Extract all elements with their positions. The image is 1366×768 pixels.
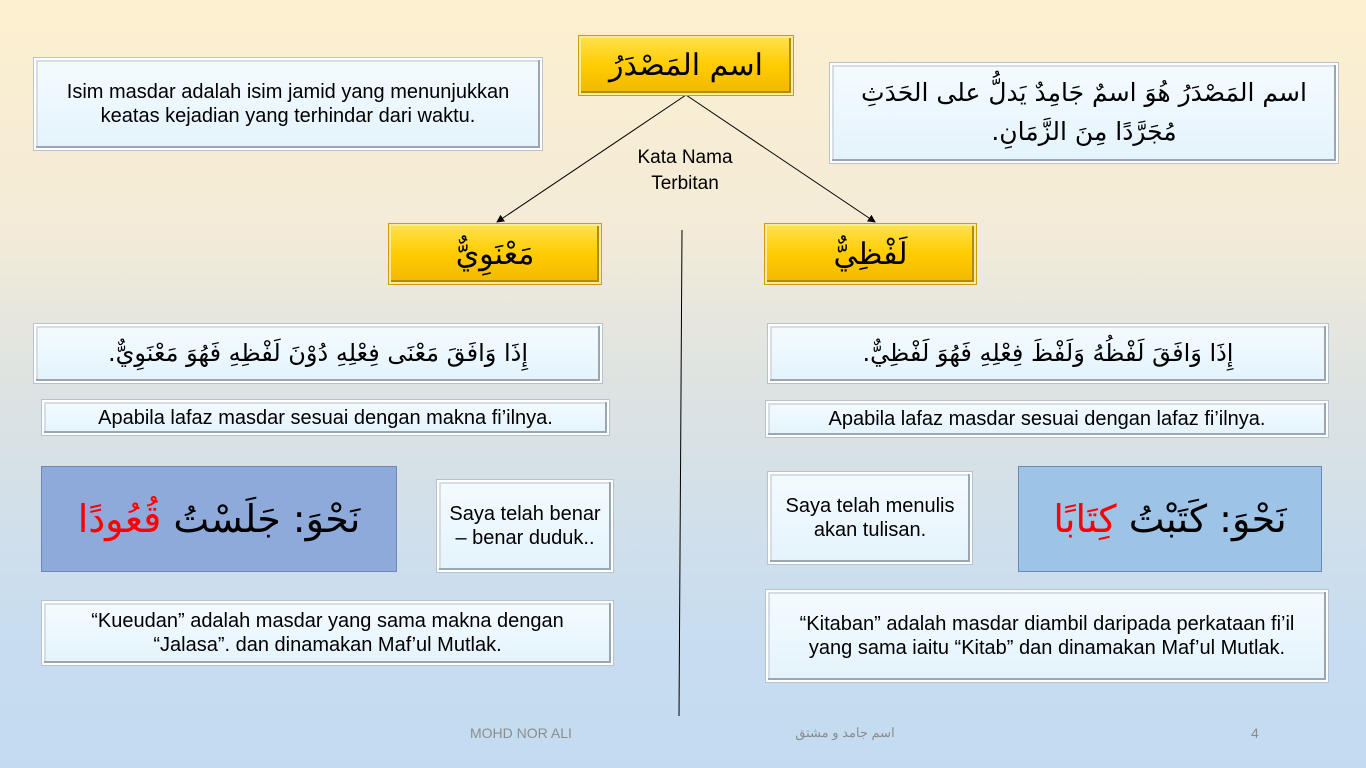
definition-ar-box (830, 63, 1338, 163)
left-translation: Saya telah benar – benar duduk.. (449, 503, 601, 549)
right-example-highlight: كِتَابًا (1053, 497, 1117, 541)
right-note-box (766, 590, 1328, 682)
right-heading-box (765, 224, 976, 284)
right-rule-ar: إِذَا وَافَقَ لَفْظُهُ وَلَفْظَ فِعْلِهِ فَهُوَ لَفْظِيٌّ. (862, 339, 1234, 368)
right-translation: Saya telah menulis akan tulisan. (785, 495, 955, 541)
right-rule-ms: Apabila lafaz masdar sesuai dengan lafaz fi’ilnya. (828, 408, 1266, 430)
center-label (610, 145, 760, 196)
right-translation-box (768, 472, 972, 564)
left-rule-ms-box (42, 400, 609, 435)
left-note: “Kueudan” adalah masdar yang sama makna dengan “Jalasa”. dan dinamakan Maf’ul Mutlak. (91, 610, 564, 656)
left-example-prefix: نَحْوَ: جَلَسْتُ (173, 497, 361, 541)
page-number: 4 (1251, 725, 1259, 741)
left-heading: مَعْنَوِيٌّ (455, 236, 535, 272)
left-rule-ar: إِذَا وَافَقَ مَعْنَى فِعْلِهِ دُوْنَ لَفْظِهِ فَهُوَ مَعْنَوِيٌّ. (107, 339, 529, 368)
definition-ms-box (34, 58, 542, 150)
left-heading-box (389, 224, 601, 284)
definition-ar-line2: مُجَرَّدًا مِنَ الزَّمَانِ. (991, 117, 1177, 146)
right-heading: لَفْظِيٌّ (833, 236, 908, 272)
title-text: اسم المَصْدَرُ (608, 48, 764, 83)
left-rule-ar-box (34, 324, 602, 383)
right-note: “Kitaban” adalah masdar diambil daripada perkataan fi’il yang sama iaitu “Kitab” dan dinamakan Maf’ul Mutlak. (799, 613, 1295, 659)
left-example-box (41, 466, 397, 572)
center-label-line2: Terbitan (651, 172, 719, 194)
definition-ar-line1: اسم المَصْدَرُ هُوَ اسمٌ جَامِدٌ يَدلُّ على الحَدَثِ (861, 78, 1307, 108)
right-example-prefix: نَحْوَ: كَتَبْتُ (1128, 497, 1287, 541)
footer-author: MOHD NOR ALI (470, 725, 572, 741)
divider-line (679, 230, 682, 716)
left-example-highlight: قُعُودًا (77, 497, 162, 541)
left-translation-box (437, 480, 613, 572)
definition-ms-text: Isim masdar adalah isim jamid yang menunjukkan keatas kejadian yang terhindar dari waktu. (66, 81, 510, 127)
center-label-line1: Kata Nama (637, 147, 733, 168)
left-rule-ms: Apabila lafaz masdar sesuai dengan makna fi’ilnya. (98, 406, 553, 429)
left-note-box (42, 601, 613, 665)
right-example-box (1018, 466, 1322, 572)
footer-topic: اسم جامد و مشتق (795, 725, 895, 740)
right-rule-ms-box (766, 401, 1328, 437)
right-rule-ar-box (768, 324, 1328, 383)
title-box (579, 36, 793, 95)
